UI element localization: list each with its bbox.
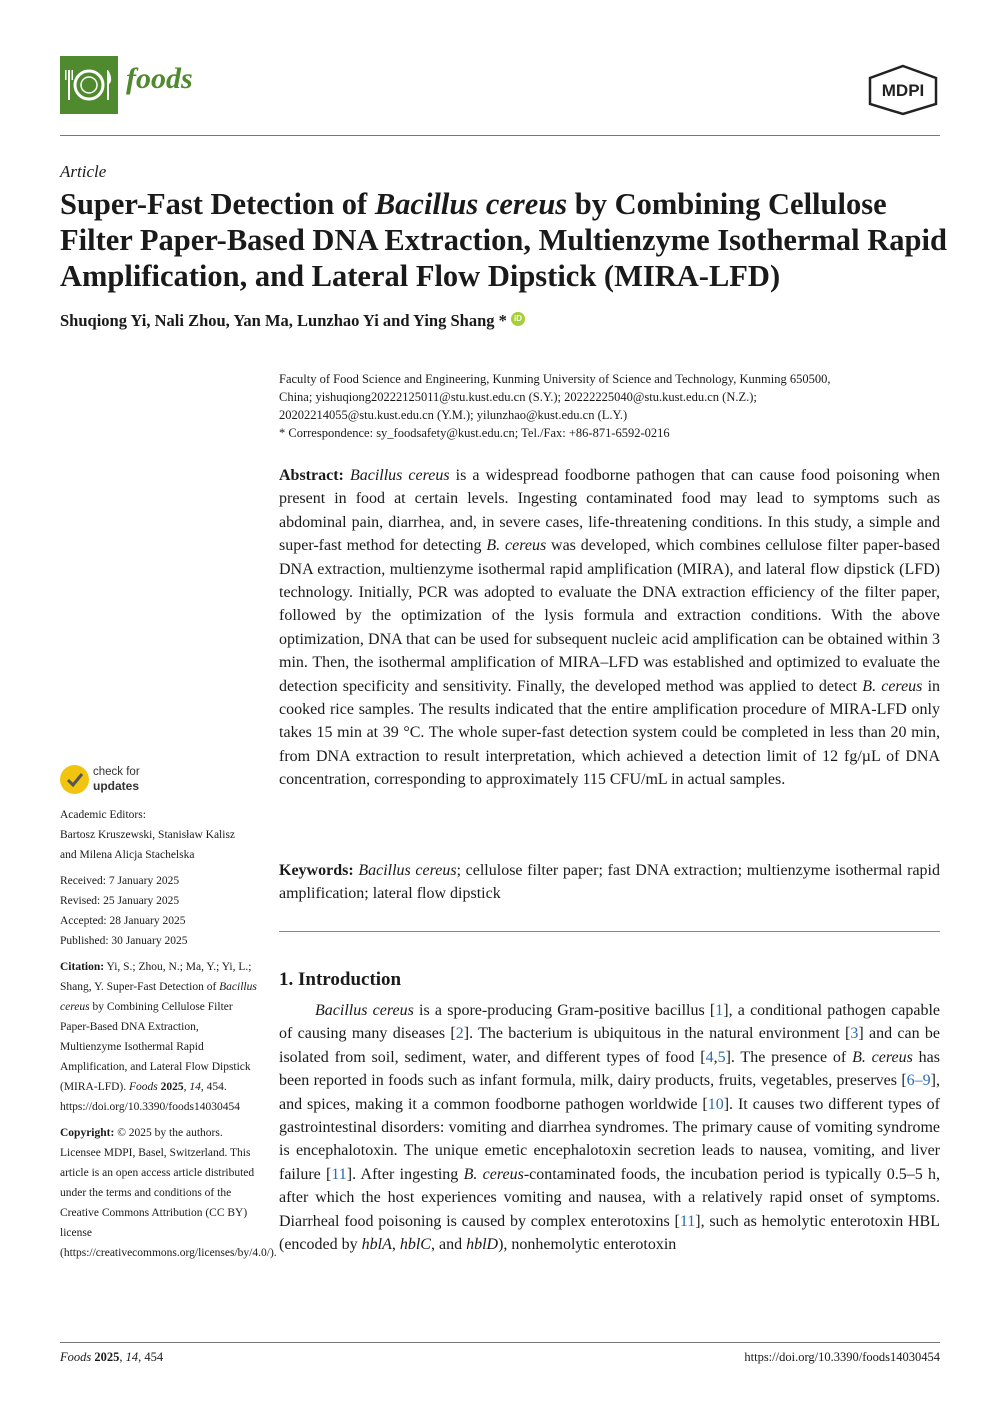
citation-link[interactable]: 11 <box>679 1212 696 1230</box>
abstract-italic: Bacillus cereus <box>349 467 450 484</box>
copyright-label: Copyright: <box>60 1127 115 1139</box>
keyword-italic: Bacillus cereus <box>358 862 457 879</box>
affiliations <box>279 370 940 442</box>
abstract-text: is a widespread foodborne pathogen that can cause food poisoning when present in food at certain levels. Ingesting contaminated food may lead to symptoms such as abdominal pain, diarrhea, and, in severe cases, life-threatening conditions. In this study, a simple and super-fast method for detecting <box>279 467 941 555</box>
intro-italic: B. cereus <box>463 1165 524 1183</box>
copyright-body: © 2025 by the authors. Licensee MDPI, Basel, Switzerland. This article is an open access article distributed under the terms and conditions of the Creative Commons Attribution (CC BY) license (https://creativecommons.org/licenses/by/4.0/). <box>60 1127 277 1259</box>
abstract-text: was developed, which combines cellulose filter paper-based DNA extraction, multienzyme isothermal rapid amplification (MIRA), and lateral flow dipstick (LFD) technology. Initially, PCR was adopted to evaluate the DNA extraction efficiency of the filter paper, followed by the optimization of the lysis formula and extraction conditions. With the above optimization, DNA that can be used for subsequent nucleic acid amplification can be obtained within 3 min. Then, the isothermal amplification of MIRA–LFD was established and optimized to evaluate the detection specificity and sensitivity. Finally, the developed method was applied to detect <box>279 537 941 695</box>
footer-volume: 14 <box>125 1350 139 1364</box>
journal-name: foods <box>126 62 193 95</box>
intro-text: ], a conditional pathogen capable of causing many diseases [ <box>279 1002 940 1043</box>
affiliation-line: Faculty of Food Science and Engineering, Kunming University of Science and Technology, Kunming 650500, <box>279 372 831 386</box>
citation-part: by Combining Cellulose Filter Paper-Based DNA Extraction, Multienzyme Isothermal Rapid Amplification, and Lateral Flow Dipstick (MIRA-LFD). <box>60 1001 251 1093</box>
footer-journal: Foods <box>60 1350 92 1364</box>
intro-text: ]. The bacterium is ubiquitous in the natural environment [ <box>463 1025 851 1043</box>
gene-name: hblD <box>466 1236 499 1254</box>
citation-link[interactable]: 4 <box>705 1048 714 1066</box>
keywords-divider <box>279 931 940 932</box>
intro-text: ]. After ingesting <box>346 1165 464 1183</box>
footer-year: 2025 <box>91 1350 120 1364</box>
abstract <box>279 464 940 792</box>
copyright-text <box>60 1123 277 1263</box>
check-updates-line2: updates <box>93 779 140 793</box>
citation-journal: Foods <box>129 1081 158 1093</box>
footer-doi-link[interactable]: https://doi.org/10.3390/foods14030454 <box>744 1350 940 1364</box>
orcid-icon[interactable]: iD <box>511 312 525 326</box>
intro-text: , <box>713 1048 718 1066</box>
citation-link[interactable]: 10 <box>707 1095 724 1113</box>
intro-text: ]. The presence of <box>725 1048 853 1066</box>
introduction-paragraph <box>279 999 940 1256</box>
citation-link[interactable]: 6 <box>906 1072 915 1090</box>
mdpi-logo-text: MDPI <box>881 81 925 100</box>
citation-text <box>60 957 260 1117</box>
section-heading-introduction: 1. Introduction <box>279 969 402 990</box>
intro-text: -contaminated foods, the incubation period is typically 0.5–5 h, after which the host experiences vomiting and nausea, with a relatively rapid onset of symptoms. Diarrheal food poisoning is caused by complex enterotoxins [ <box>279 1165 941 1230</box>
intro-text: has been reported in foods such as infant formula, milk, dairy products, fruits, vegetables, preserves [ <box>279 1048 940 1090</box>
intro-text: ), nonhemolytic enterotoxin <box>498 1236 677 1254</box>
intro-text: , <box>391 1236 400 1254</box>
authors-text: Shuqiong Yi, Nali Zhou, Yan Ma, Lunzhao Yi and Ying Shang * <box>60 311 507 330</box>
citation-part: , 454. https://doi.org/10.3390/foods14030454 <box>60 1081 240 1113</box>
citation-part: Yi, S.; Zhou, N.; Ma, Y.; Yi, L.; Shang, Y. Super-Fast Detection of <box>60 961 252 993</box>
check-for-updates-button[interactable] <box>60 764 200 798</box>
keywords-text: ; cellulose filter paper; fast DNA extraction; multienzyme isothermal rapid amplification; lateral flow dipstick <box>279 862 941 903</box>
received-date: Received: 7 January 2025 <box>60 875 180 887</box>
revised-date: Revised: 25 January 2025 <box>60 895 180 907</box>
abstract-italic: B. cereus <box>862 677 923 695</box>
title-part-1: Super-Fast Detection of <box>60 187 375 221</box>
editors-names: and Milena Alicja Stachelska <box>60 849 195 861</box>
keywords-label: Keywords: <box>279 862 354 879</box>
citation-link[interactable]: 11 <box>331 1165 347 1183</box>
check-updates-badge <box>60 765 89 794</box>
intro-text: ], and spices, making it a common foodborne pathogen worldwide [ <box>279 1072 940 1113</box>
footer-page: , 454 <box>138 1350 164 1364</box>
title-part-2: by Combining Cellulose Filter Paper-Based DNA Extraction, Multienzyme Isothermal Rapid Amplification, and Lateral Flow Dipstick (MIRA-LFD) <box>60 187 947 293</box>
editors-names: Bartosz Kruszewski, Stanisław Kalisz <box>60 829 236 841</box>
abstract-label: Abstract: <box>279 467 344 484</box>
citation-link[interactable]: 9 <box>922 1072 931 1090</box>
published-date: Published: 30 January 2025 <box>60 935 188 947</box>
citation-label: Citation: <box>60 961 105 973</box>
citation-year: 2025 <box>157 1081 184 1093</box>
abstract-text: in cooked rice samples. The results indicated that the entire amplification procedure of MIRA-LFD only takes 15 min at 39 °C. The whole super-fast detection system could be completed in less than 20 min, from DNA extraction to result interpretation, which achieved a detection limit of 12 fg/µL of DNA concentration, corresponding to approximately 115 CFU/mL in actual samples. <box>279 677 941 789</box>
copyright-block <box>60 1123 277 1263</box>
intro-italic: B. cereus <box>852 1048 913 1066</box>
checkmark-icon <box>60 765 89 794</box>
citation-volume: 14 <box>189 1081 201 1093</box>
accepted-date: Accepted: 28 January 2025 <box>60 915 186 927</box>
foods-logo <box>60 56 118 114</box>
affiliation-line: 20202214055@stu.kust.edu.cn (Y.M.); yilunzhao@kust.edu.cn (L.Y.) <box>279 408 628 422</box>
affiliation-line: China; yishuqiong20222125011@stu.kust.edu.cn (S.Y.); 20222225040@stu.kust.edu.cn (N.Z.); <box>279 390 757 404</box>
intro-text: is a spore-producing Gram-positive bacillus [ <box>413 1002 716 1019</box>
intro-text: – <box>914 1072 923 1090</box>
citation-link[interactable]: 1 <box>715 1002 724 1019</box>
academic-editors <box>60 805 260 865</box>
intro-text: , and <box>430 1236 467 1254</box>
mdpi-logo <box>866 64 940 116</box>
footer-divider <box>60 1342 940 1343</box>
footer-sep: , <box>119 1350 126 1364</box>
title-italic: Bacillus cereus <box>374 187 568 221</box>
author-list <box>60 311 525 331</box>
intro-italic: Bacillus cereus <box>315 1002 414 1019</box>
keywords <box>279 859 940 906</box>
correspondence: * Correspondence: sy_foodsafety@kust.edu.cn; Tel./Fax: +86-871-6592-0216 <box>279 426 670 440</box>
intro-text: ], such as hemolytic enterotoxin HBL (encoded by <box>279 1212 940 1254</box>
citation-part: , <box>183 1081 190 1093</box>
abstract-italic: B. cereus <box>486 537 547 555</box>
intro-text: ]. It causes two different types of gastrointestinal disorders: vomiting and diarrhea syndromes. The primary cause of vomiting syndrome is encephalotoxin. The unique emetic encephalotoxin secretion leads to nausea, vomiting, and liver failure [ <box>279 1095 941 1183</box>
plate-fork-knife-icon <box>60 56 118 114</box>
citation-link[interactable]: 2 <box>455 1025 464 1043</box>
gene-name: hblC <box>399 1236 431 1254</box>
article-sidebar <box>60 805 277 1269</box>
article-type: Article <box>60 162 107 181</box>
citation-link[interactable]: 5 <box>717 1048 726 1066</box>
footer-citation <box>60 1350 163 1365</box>
check-updates-line1: check for <box>93 766 140 778</box>
citation-link[interactable]: 3 <box>850 1025 859 1043</box>
editors-label: Academic Editors: <box>60 809 146 821</box>
intro-text: ] and can be isolated from soil, sediment, water, and different types of food [ <box>279 1025 941 1066</box>
citation-italic: Bacillus cereus <box>60 981 257 1013</box>
gene-name: hblA <box>361 1236 392 1254</box>
header-divider <box>60 135 940 136</box>
citation-block <box>60 957 260 1117</box>
journal-header <box>60 54 940 114</box>
publication-dates <box>60 871 260 951</box>
article-title <box>60 186 950 294</box>
